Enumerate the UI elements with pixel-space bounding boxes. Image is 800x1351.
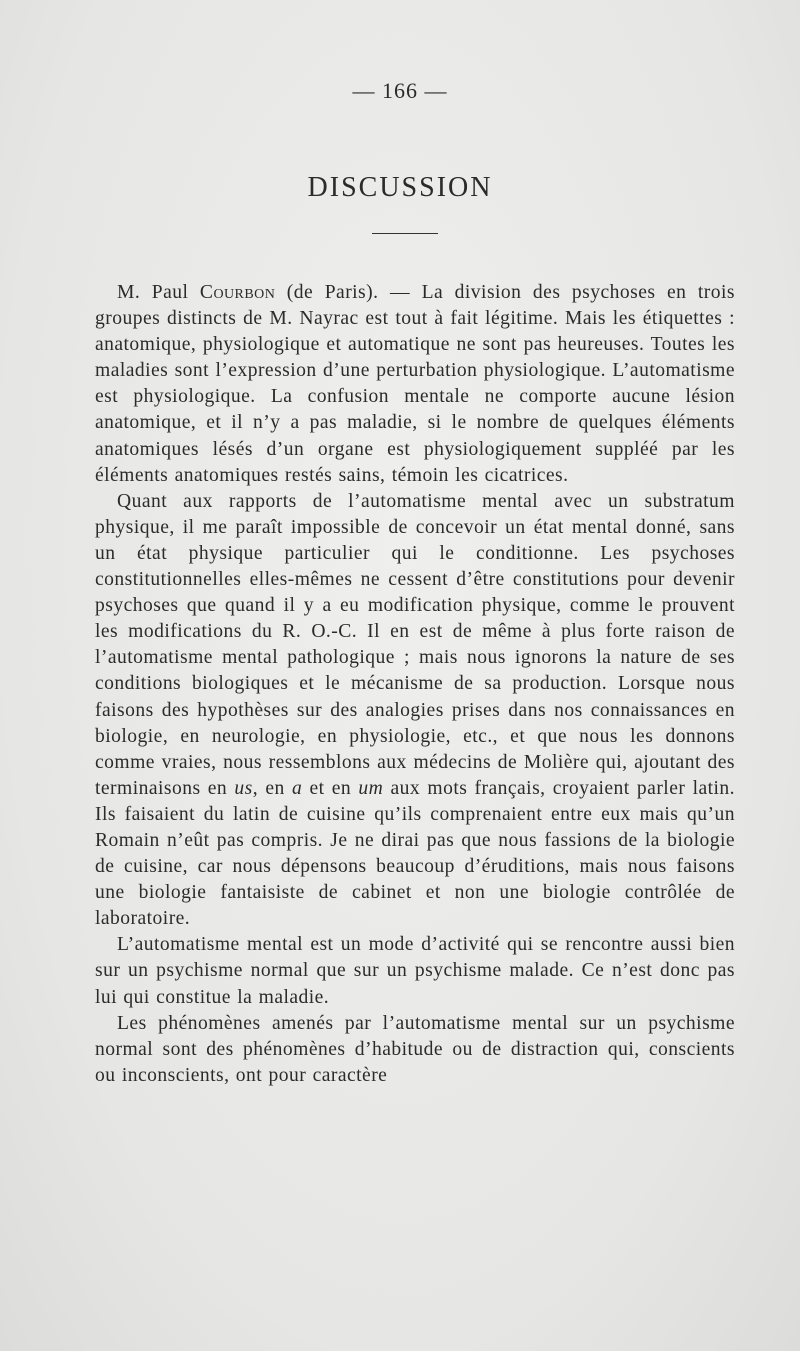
- speaker-prefix: M. Paul: [117, 282, 200, 303]
- paragraph-text: et en: [302, 777, 359, 799]
- italic-term: um: [358, 777, 384, 799]
- paragraph-courbon-intro: [95, 280, 735, 489]
- paragraph-text: , en: [252, 777, 292, 799]
- paragraph-text: aux mots français, croyaient parler latin. Ils faisaient du latin de cuisine qu’ils comprenaient entre eux mais qu’un Romain n’eût pas compris. Je ne dirai pas que nous fassions de la biologie de cuisine, car nous dépensons beaucoup d’éruditions, mais nous faisons une biologie fantaisiste de cabinet et non une biologie contrôlée de laboratoire.: [95, 777, 735, 930]
- italic-term: us: [234, 777, 253, 799]
- section-heading: DISCUSSION: [307, 172, 493, 203]
- italic-term: a: [291, 777, 303, 799]
- paragraph-phenomenes: Les phénomènes amenés par l’automatisme mental sur un psychisme normal sont des phénomènes d’habitude ou de distraction qui, conscients ou inconscients, ont pour caractère: [95, 1012, 735, 1086]
- body-text: [95, 280, 735, 1089]
- page-number: — 166 —: [352, 78, 448, 103]
- speaker-suffix: (de Paris). —: [275, 282, 422, 303]
- speaker-name: Courbon: [199, 282, 276, 303]
- paragraph-text: La division des psychoses en trois groupes distincts de M. Nayrac est tout à fait légitime. Mais les étiquettes : anatomique, physiologique et automatique ne sont pas heureuses. Toutes les maladies sont l’expression d’une perturbation physiologique. L’automatisme est physiologique. La confusion mentale ne comporte aucune lésion anatomique, et il n’y a pas maladie, si le nombre de quelques éléments anatomiques lésés d’un organe est physiologiquement suppléé par les éléments anatomiques restés sains, témoin les cicatrices.: [95, 282, 735, 486]
- paragraph-mode-activite: L’automatisme mental est un mode d’activité qui se rencontre aussi bien sur un psychisme normal que sur un psychisme malade. Ce n’est donc pas lui qui constitue la maladie.: [95, 934, 735, 1008]
- paragraph-automatisme-substratum: [95, 489, 735, 933]
- paragraph-text: Quant aux rapports de l’automatisme mental avec un substratum physique, il me paraît impossible de concevoir un état mental donné, sans un état physique particulier qui le conditionne. Les psychoses constitutionnelles elles-mêmes ne cessent d’être constitutions pour devenir psychoses que quand il y a eu modification physique, comme le prouvent les modifications du R. O.-C. Il en est de même à plus forte raison de l’automatisme mental pathologique ; mais nous ignorons la nature de ses conditions biologiques et le mécanisme de sa production. Lorsque nous faisons des hypothèses sur des analogies prises dans nos connaissances en biologie, en neurologie, en physiologie, etc., et que nous les donnons comme vraies, nous ressemblons aux médecins de Molière qui, ajoutant des terminaisons en: [95, 490, 735, 799]
- heading-divider: [372, 233, 438, 234]
